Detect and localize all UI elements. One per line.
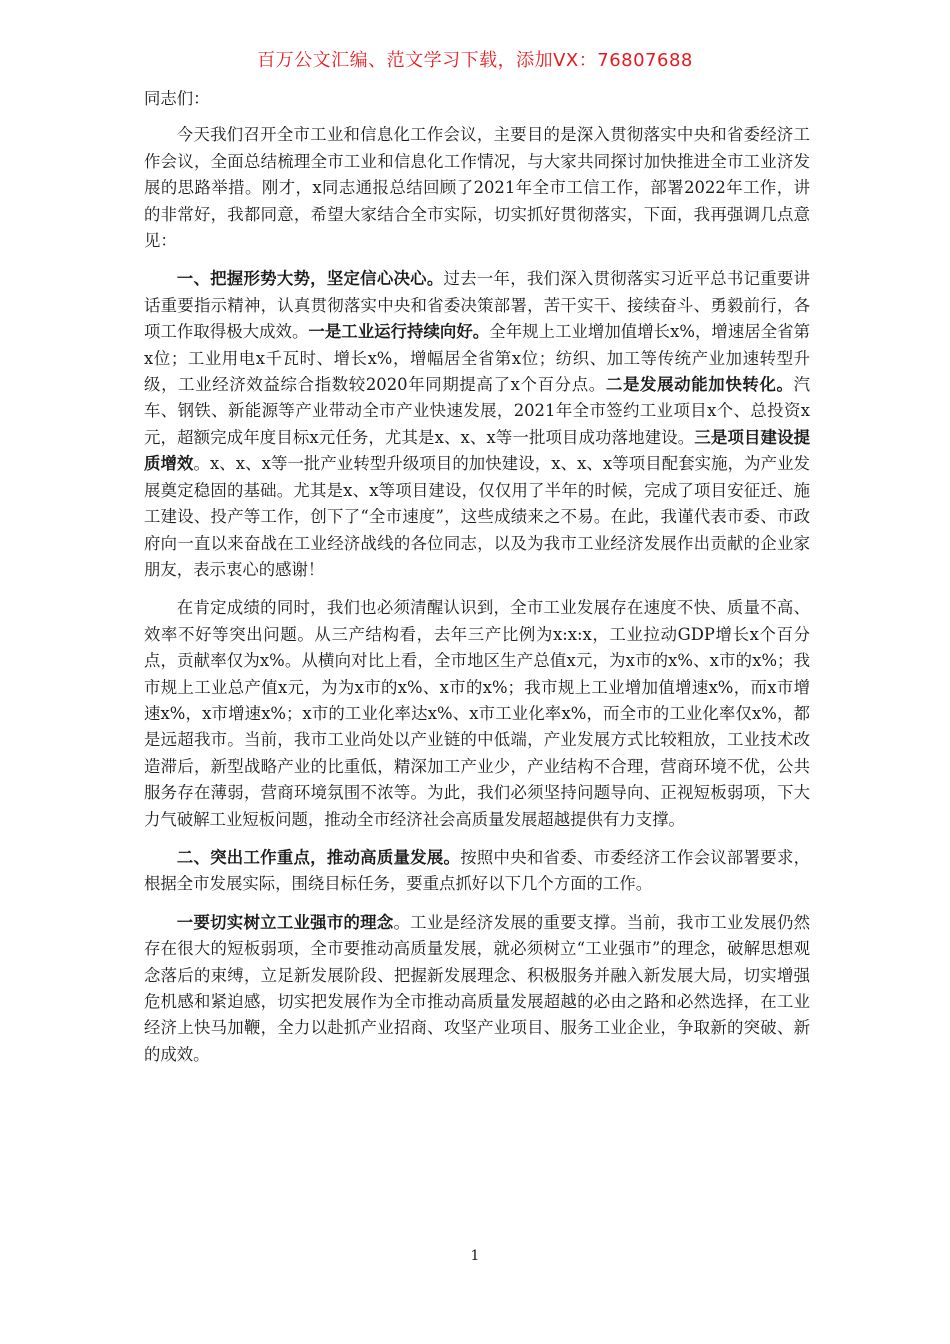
salutation: 同志们：	[144, 89, 210, 108]
paragraph-text: 全年规上工业增加值增长x%，增速居全省第x位；工业用电x千瓦时、增长x%，增幅居全省第x位；纺织、加工等传统产业加速转型升级，工业经济效益综合指数较2020年同期提高了x个百分点。	[144, 322, 810, 395]
point-heading: 一是工业运行持续向好。	[308, 322, 490, 342]
paragraph-text: 过去一年，我们深入贯彻落实习近平总书记重要讲话重要指示精神，认真贯彻落实中央和省委决策部署，苦干实干、接续奋斗、勇毅前行，各项工作取得极大成效。	[144, 269, 811, 342]
section-heading-one: 一、把握形势大势，坚定信心决心。	[176, 269, 444, 289]
point-heading: 二是发展动能加快转化。	[605, 375, 794, 395]
document-body	[144, 86, 810, 1080]
paragraph-text: 。x、x、x等一批产业转型升级项目的加快建设，x、x、x等项目配套实施，为产业发展奠定稳固的基础。尤其是x、x等项目建设，仅仅用了半年的时候，完成了项目安征迁、施工建设、投产等工作，创下了“全市速度”，这些成绩来之不易。在此，我谨代表市委、市政府向一直以来奋战在工业经济战线的各位同志，以及为我市工业经济发展作出贡献的企业家朋友，表示衷心的感谢！	[144, 454, 810, 579]
watermark-header: 百万公文汇编、范文学习下载，添加VX：76807688	[257, 50, 693, 71]
paragraph-section-two	[144, 845, 810, 898]
paragraph-section-one	[144, 266, 810, 583]
section-heading-two: 二、突出工作重点，推动高质量发展。	[176, 847, 461, 867]
point-heading: 三是项目建设提质增效	[144, 427, 810, 474]
point-heading: 一要切实树立工业强市的理念	[176, 912, 394, 932]
paragraph-text: 。工业是经济发展的重要支撑。当前，我市工业发展仍然存在很大的短板弱项，全市要推动高质量发展，就必须树立“工业强市”的理念，破解思想观念落后的束缚，立足新发展阶段、把握新发展理念、积极服务并融入新发展大局，切实增强危机感和紧迫感，切实把发展作为全市推动高质量发展超越的必由之路和必然选择，在工业经济上快马加鞭，全力以赴抓产业招商、攻坚产业项目、服务工业企业，争取新的突破、新的成效。	[144, 912, 810, 1064]
paragraph-text: 汽车、钢铁、新能源等产业带动全市产业快速发展，2021年全市签约工业项目x个、总投资x元，超额完成年度目标x元任务，尤其是x、x、x等一批项目成功落地建设。	[144, 375, 811, 447]
paragraph-problems: 在肯定成绩的同时，我们也必须清醒认识到，全市工业发展存在速度不快、质量不高、效率不好等突出问题。从三产结构看，去年三产比例为x:x:x，工业拉动GDP增长x个百分点，贡献率仅为x%。从横向对比上看，全市地区生产总值x元，为x市的x%、x市的x%；我市规上工业总产值x元，为为x市的x%、x市的x%；我市规上工业增加值增速x%，而x市增速x%，x市增速x%；x市的工业化率达x%、x市工业化率x%，而全市的工业化率仅x%，都是远超我市。当前，我市工业尚处以产业链的中低端，产业发展方式比较粗放，工业技术改造滞后，新型战略产业的比重低，精深加工产业少，产业结构不合理，营商环境不优，公共服务存在薄弱，营商环境氛围不浓等。为此，我们必须坚持问题导向、正视短板弱项，下大力气破解工业短板问题，推动全市经济社会高质量发展超越提供有力支撑。	[144, 598, 810, 829]
paragraph-point-one	[144, 910, 810, 1068]
paragraph-text: 按照中央和省委、市委经济工作会议部署要求，根据全市发展实际，围绕目标任务，要重点抓好以下几个方面的工作。	[144, 847, 811, 894]
paragraph-intro: 今天我们召开全市工业和信息化工作会议，主要目的是深入贯彻落实中央和省委经济工作会议，全面总结梳理全市工业和信息化工作情况，与大家共同探讨加快推进全市工业济发展的思路举措。刚才，x同志通报总结回顾了2021年全市工信工作，部署2022年工作，讲的非常好，我都同意，希望大家结合全市实际，切实抓好贯彻落实，下面，我再强调几点意见：	[144, 125, 810, 251]
page-number: 1	[470, 1248, 480, 1264]
